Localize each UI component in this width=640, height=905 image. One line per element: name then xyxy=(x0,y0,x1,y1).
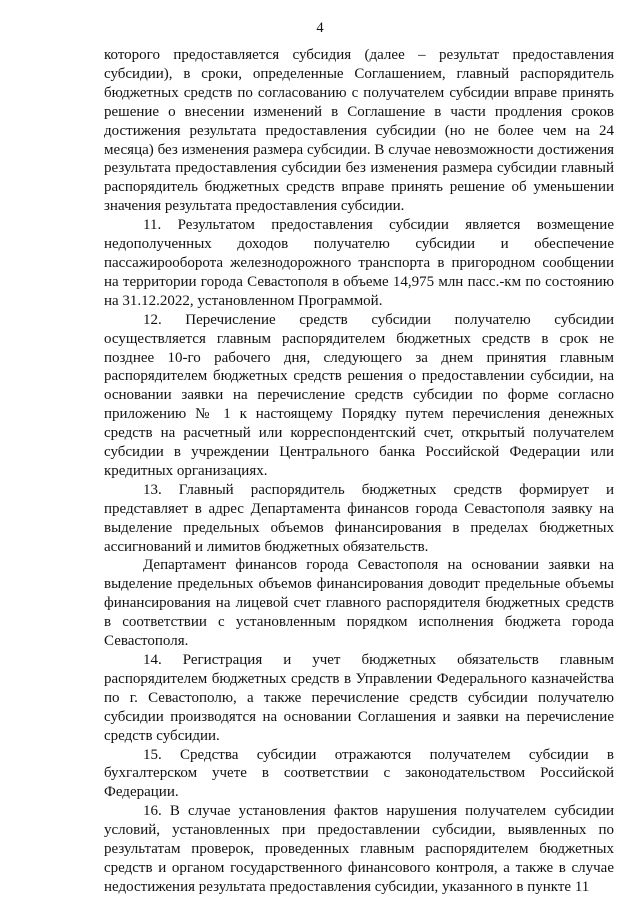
paragraph-13-department: Департамент финансов города Севастополя на основании заявки на выделение предельных объемов финансирования доводит предельные объемы финансирования на лицевой счет главного распорядителя бюджетных средств в соответствии с установленным порядком исполнения бюджета города Севастополя. xyxy=(104,557,614,650)
document-body xyxy=(104,46,614,897)
paragraph-14: 14. Регистрация и учет бюджетных обязательств главным распорядителем бюджетных средств в Управлении Федерального казначейства по г. Севастополю, а также перечисление средств субсидии получателю субсидии производятся на основании Соглашения и заявки на перечисление средств субсидии. xyxy=(104,652,614,744)
page-number: 4 xyxy=(316,20,324,36)
paragraph-11: 11. Результатом предоставления субсидии является возмещение недополученных доходов получателю субсидии и обеспечение пассажирооборота железнодорожного транспорта в пригородном сообщении на территории города Севастополя в объеме 14,975 млн пасс.-км по состоянию на 31.12.2022, установленном Программой. xyxy=(104,217,614,309)
paragraph-12: 12. Перечисление средств субсидии получателю субсидии осуществляется главным распорядителем бюджетных средств в срок не позднее 10-го рабочего дня, следующего за днем принятия главным распорядителем бюджетных средств решения о предоставлении субсидии, на основании заявки на перечисление средств субсидии по форме согласно приложению № 1 к настоящему Порядку путем перечисления денежных средств на расчетный или корреспондентский счет, открытый получателем субсидии в учреждении Центрального банка Российской Федерации или кредитных организациях. xyxy=(104,311,614,479)
paragraph-13: 13. Главный распорядитель бюджетных средств формирует и представляет в адрес Департамента финансов города Севастополя заявку на выделение предельных объемов финансирования в пределах бюджетных ассигнований и лимитов бюджетных обязательств. xyxy=(104,481,614,555)
paragraph-continuation: которого предоставляется субсидия (далее – результат предоставления субсидии), в сроки, определенные Соглашением, главный распорядитель бюджетных средств по согласованию с получателем субсидии вправе принять решение о внесении изменений в Соглашение в части продления сроков достижения результата предоставления субсидии (но не более чем на 24 месяца) без изменения размера субсидии. В случае невозможности достижения результата предоставления субсидии без изменения размера субсидии главный распорядитель бюджетных средств вправе принять решение об уменьшении значения результата предоставления субсидии. xyxy=(104,47,614,215)
paragraph-16: 16. В случае установления фактов нарушения получателем субсидии условий, установленных при предоставлении субсидии, выявленных по результатам проверок, проведенных главным распорядителем бюджетных средств и органом государственного финансового контроля, а также в случае недостижения результата предоставления субсидии, указанного в пункте 11 xyxy=(104,803,614,895)
paragraph-15: 15. Средства субсидии отражаются получателем субсидии в бухгалтерском учете в соответствии с законодательством Российской Федерации. xyxy=(104,746,614,801)
